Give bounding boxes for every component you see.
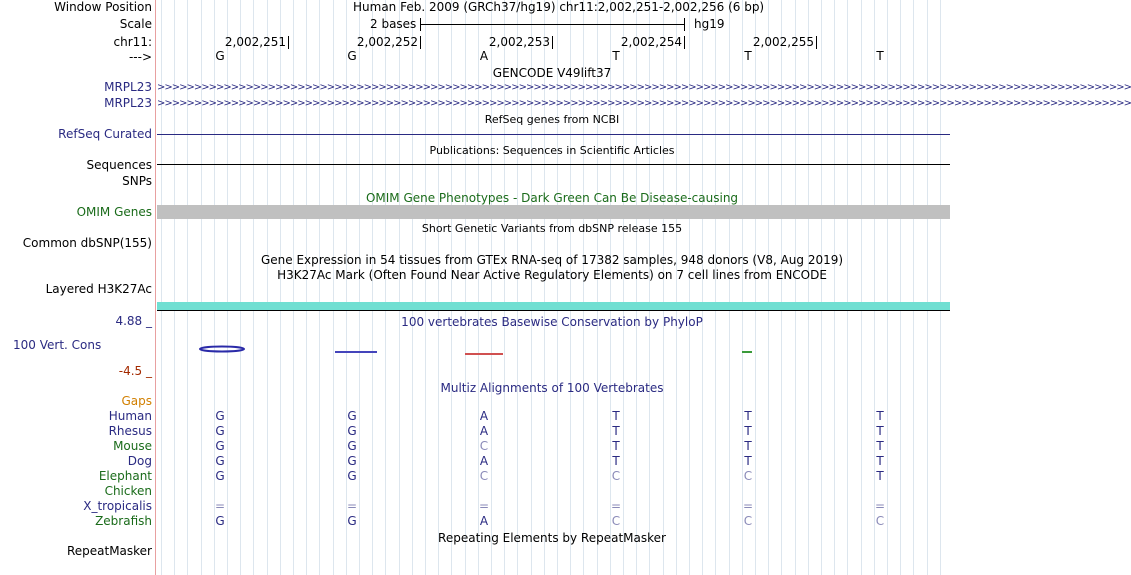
species-base: C <box>611 469 621 483</box>
coordinate-tick-label: 2,002,252 <box>356 35 418 49</box>
phylop-max-label: 4.88 _ <box>115 314 152 328</box>
species-base: T <box>744 409 752 423</box>
species-label-chicken[interactable]: Chicken <box>104 484 152 498</box>
coordinate-tick-label: 2,002,254 <box>620 35 682 49</box>
scale-db: hg19 <box>694 17 725 31</box>
h3k27ac-baseline <box>157 310 950 311</box>
species-base: T <box>612 454 620 468</box>
h3k27ac-label[interactable]: Layered H3K27Ac <box>45 282 152 296</box>
species-base: G <box>347 454 357 468</box>
species-base: G <box>215 454 225 468</box>
coordinate-tick <box>288 36 289 49</box>
scale-text: 2 bases <box>370 17 417 31</box>
species-base: C <box>479 439 489 453</box>
window-position-label: Window Position <box>54 0 152 14</box>
pubs-track-title[interactable]: Publications: Sequences in Scientific Articles <box>429 144 675 157</box>
species-base: C <box>743 514 753 528</box>
coordinate-tick <box>684 36 685 49</box>
snps-label[interactable]: SNPs <box>122 174 152 188</box>
repeatmasker-track-title[interactable]: Repeating Elements by RepeatMasker <box>438 531 666 545</box>
scale-bar-right-tick <box>684 18 685 31</box>
reference-base: A <box>479 49 489 63</box>
species-base: C <box>611 514 621 528</box>
coordinate-tick <box>420 36 421 49</box>
species-label-elephant[interactable]: Elephant <box>98 469 152 483</box>
species-base: T <box>876 424 884 438</box>
gencode-row-label-1[interactable]: MRPL23 <box>104 80 152 94</box>
coordinate-tick-label: 2,002,255 <box>752 35 814 49</box>
scale-label: Scale <box>119 17 152 31</box>
phylop-label[interactable]: 100 Vert. Cons <box>13 338 102 352</box>
window-position-text[interactable]: Human Feb. 2009 (GRCh37/hg19) chr11:2,002,251-2,002,256 (6 bp) <box>353 0 765 14</box>
species-base: G <box>347 469 357 483</box>
reference-base: G <box>347 49 357 63</box>
species-label-rhesus[interactable]: Rhesus <box>108 424 152 438</box>
phylop-mark-g2 <box>335 351 377 353</box>
species-base: T <box>744 454 752 468</box>
phylop-min-label: -4.5 _ <box>118 364 152 378</box>
dbsnp-label[interactable]: Common dbSNP(155) <box>22 236 152 250</box>
species-base: G <box>215 424 225 438</box>
phylop-track-title[interactable]: 100 vertebrates Basewise Conservation by PhyloP <box>401 315 703 329</box>
species-base: G <box>347 424 357 438</box>
gtex-track-title[interactable]: Gene Expression in 54 tissues from GTEx RNA-seq of 17382 samples, 948 donors (V8, Aug 2019) <box>260 253 844 267</box>
species-base: = <box>478 499 490 513</box>
species-base: A <box>479 454 489 468</box>
species-label-mouse[interactable]: Mouse <box>113 439 152 453</box>
species-base: G <box>215 439 225 453</box>
species-label-dog[interactable]: Dog <box>127 454 152 468</box>
refseq-track-title[interactable]: RefSeq genes from NCBI <box>484 113 620 126</box>
reference-base: T <box>876 49 884 63</box>
phylop-signal[interactable] <box>157 340 950 360</box>
chrom-label: chr11: <box>113 35 152 49</box>
species-base: G <box>347 439 357 453</box>
h3k27ac-track-title[interactable]: H3K27Ac Mark (Often Found Near Active Regulatory Elements) on 7 cell lines from ENCODE <box>277 268 827 282</box>
scale-bar-left-tick <box>420 18 421 31</box>
species-base: C <box>743 469 753 483</box>
species-base: = <box>874 499 886 513</box>
species-base: A <box>479 514 489 528</box>
coordinate-tick <box>552 36 553 49</box>
pubs-line[interactable] <box>157 164 950 165</box>
gaps-label[interactable]: Gaps <box>121 394 152 408</box>
refseq-label[interactable]: RefSeq Curated <box>58 127 152 141</box>
gencode-track-title[interactable]: GENCODE V49lift37 <box>492 66 612 80</box>
omim-label[interactable]: OMIM Genes <box>76 205 152 219</box>
species-base: = <box>214 499 226 513</box>
species-base: A <box>479 424 489 438</box>
reference-base: T <box>744 49 752 63</box>
species-base: G <box>347 514 357 528</box>
phylop-mark-t <box>742 351 752 353</box>
species-base: C <box>479 469 489 483</box>
species-base: C <box>875 514 885 528</box>
species-base: G <box>215 409 225 423</box>
coordinate-tick-label: 2,002,253 <box>488 35 550 49</box>
h3k27ac-signal[interactable] <box>157 302 950 310</box>
species-base: G <box>347 409 357 423</box>
phylop-mark-g1 <box>200 347 244 352</box>
species-label-x_tropicalis[interactable]: X_tropicalis <box>83 499 152 513</box>
dbsnp-track-title[interactable]: Short Genetic Variants from dbSNP release 155 <box>421 222 683 235</box>
species-base: T <box>876 469 884 483</box>
species-base: T <box>876 439 884 453</box>
phylop-mark-a <box>465 353 503 355</box>
coordinate-tick-label: 2,002,251 <box>224 35 286 49</box>
omim-bar[interactable] <box>157 205 950 219</box>
repeatmasker-label[interactable]: RepeatMasker <box>66 544 152 558</box>
gencode-transcript-2[interactable]: >>>>>>>>>>>>>>>>>>>>>>>>>>>>>>>>>>>>>>>>>>>>>>>>>>>>>>>>>>>>>>>>>>>>>>>>>>>>>>>>>>>>>>>>>>>>>>>>>>>>>>>>>>>>>>>>>>>>>>>>>>>>>>>>>>>> <box>157 98 1131 109</box>
species-base: T <box>876 409 884 423</box>
reference-base: T <box>612 49 620 63</box>
refseq-line[interactable] <box>157 134 950 135</box>
species-base: T <box>876 454 884 468</box>
strand-label: ---> <box>128 50 152 64</box>
species-base: G <box>215 469 225 483</box>
reference-base: G <box>215 49 225 63</box>
species-base: = <box>346 499 358 513</box>
species-label-human[interactable]: Human <box>108 409 152 423</box>
species-base: T <box>612 439 620 453</box>
species-base: T <box>612 424 620 438</box>
scale-bar <box>420 24 684 25</box>
species-base: G <box>215 514 225 528</box>
species-base: A <box>479 409 489 423</box>
species-base: T <box>744 424 752 438</box>
species-base: T <box>744 439 752 453</box>
species-base: = <box>742 499 754 513</box>
omim-track-title[interactable]: OMIM Gene Phenotypes - Dark Green Can Be Disease-causing <box>365 191 739 205</box>
species-base: = <box>610 499 622 513</box>
species-label-zebrafish[interactable]: Zebrafish <box>95 514 152 528</box>
species-base: T <box>612 409 620 423</box>
pubs-label[interactable]: Sequences <box>86 158 152 172</box>
label-divider <box>155 0 156 575</box>
gencode-row-label-2[interactable]: MRPL23 <box>104 96 152 110</box>
gencode-transcript-1[interactable]: >>>>>>>>>>>>>>>>>>>>>>>>>>>>>>>>>>>>>>>>>>>>>>>>>>>>>>>>>>>>>>>>>>>>>>>>>>>>>>>>>>>>>>>>>>>>>>>>>>>>>>>>>>>>>>>>>>>>>>>>>>>>>>>>>>>> <box>157 82 1131 93</box>
multiz-track-title[interactable]: Multiz Alignments of 100 Vertebrates <box>440 381 664 395</box>
coordinate-tick <box>816 36 817 49</box>
